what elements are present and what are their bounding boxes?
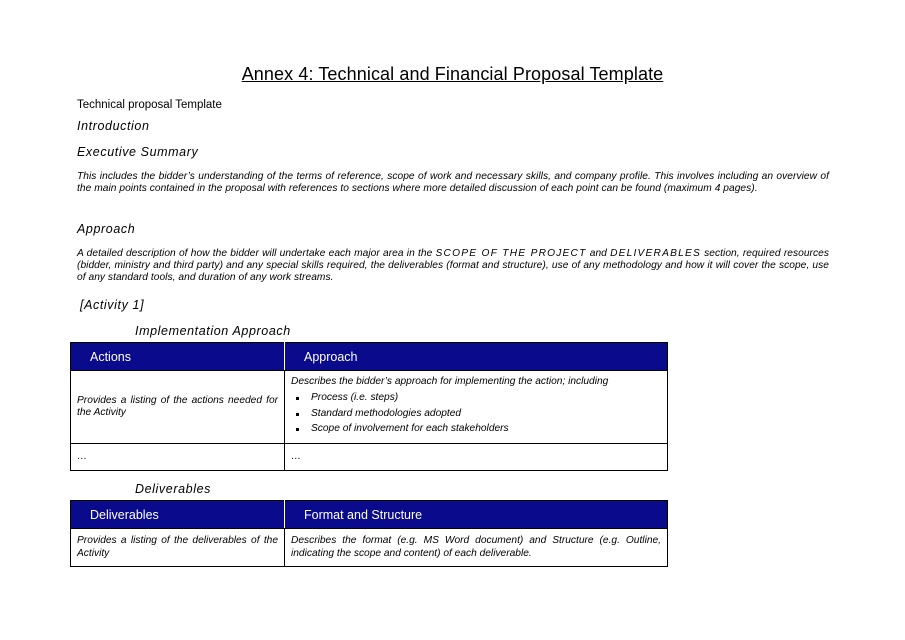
column-header-deliverables: Deliverables bbox=[71, 501, 285, 529]
actions-table bbox=[70, 342, 668, 471]
executive-summary-text: This includes the bidder’s understanding of the terms of reference, scope of work and necessary skills, and company profile. This involves including an overview of the main points contained in the proposal with references to sections where more detailed discussion of each point can be found (maximum 4 pages). bbox=[77, 171, 829, 195]
approach-text-part1: A detailed description of how the bidder will undertake each major area in the bbox=[77, 248, 436, 259]
table-row bbox=[71, 444, 668, 471]
approach-text bbox=[77, 248, 829, 285]
table-header-row bbox=[71, 501, 668, 529]
table-header-row bbox=[71, 343, 668, 371]
heading-deliverables: Deliverables bbox=[135, 482, 211, 496]
deliverables-cell: Provides a listing of the deliverables of the Activity bbox=[71, 529, 285, 567]
table-row bbox=[71, 529, 668, 567]
heading-introduction: Introduction bbox=[77, 119, 150, 133]
table-row bbox=[71, 371, 668, 444]
approach-deliverables-label: DELIVERABLES bbox=[610, 248, 701, 259]
approach-intro: Describes the bidder’s approach for implementing the action; including bbox=[291, 376, 609, 388]
approach-cell bbox=[285, 371, 668, 444]
heading-approach: Approach bbox=[77, 222, 136, 236]
list-item: Standard methodologies adopted bbox=[311, 408, 661, 420]
document-title: Annex 4: Technical and Financial Proposal Template bbox=[241, 64, 664, 84]
approach-text-part2: section, required resources (bidder, ministry and third party) and any special skills required, the deliverables (format and structure), use of any methodology and how it will cover the scope, use of any standard tools, and duration of any work streams. bbox=[77, 248, 829, 284]
column-header-actions: Actions bbox=[71, 343, 285, 371]
list-item: Scope of involvement for each stakeholders bbox=[311, 423, 661, 435]
document-subtitle: Technical proposal Template bbox=[77, 99, 222, 111]
list-item: Process (i.e. steps) bbox=[311, 392, 661, 404]
column-header-format-and-structure: Format and Structure bbox=[285, 501, 668, 529]
heading-implementation-approach: Implementation Approach bbox=[135, 324, 291, 338]
heading-executive-summary: Executive Summary bbox=[77, 145, 199, 159]
activity-label: [Activity 1] bbox=[80, 298, 145, 312]
actions-cell: Provides a listing of the actions needed for the Activity bbox=[71, 371, 285, 444]
approach-bullet-list bbox=[291, 392, 661, 435]
approach-scope-label: SCOPE OF THE PROJECT bbox=[435, 248, 587, 259]
format-structure-cell: Describes the format (e.g. MS Word document) and Structure (e.g. Outline, indicating the scope and content) of each deliverable. bbox=[285, 529, 668, 567]
approach-text-and: and bbox=[586, 248, 611, 259]
column-header-approach: Approach bbox=[285, 343, 668, 371]
deliverables-table bbox=[70, 500, 668, 567]
actions-cell: … bbox=[71, 444, 285, 471]
approach-cell: … bbox=[285, 444, 668, 471]
